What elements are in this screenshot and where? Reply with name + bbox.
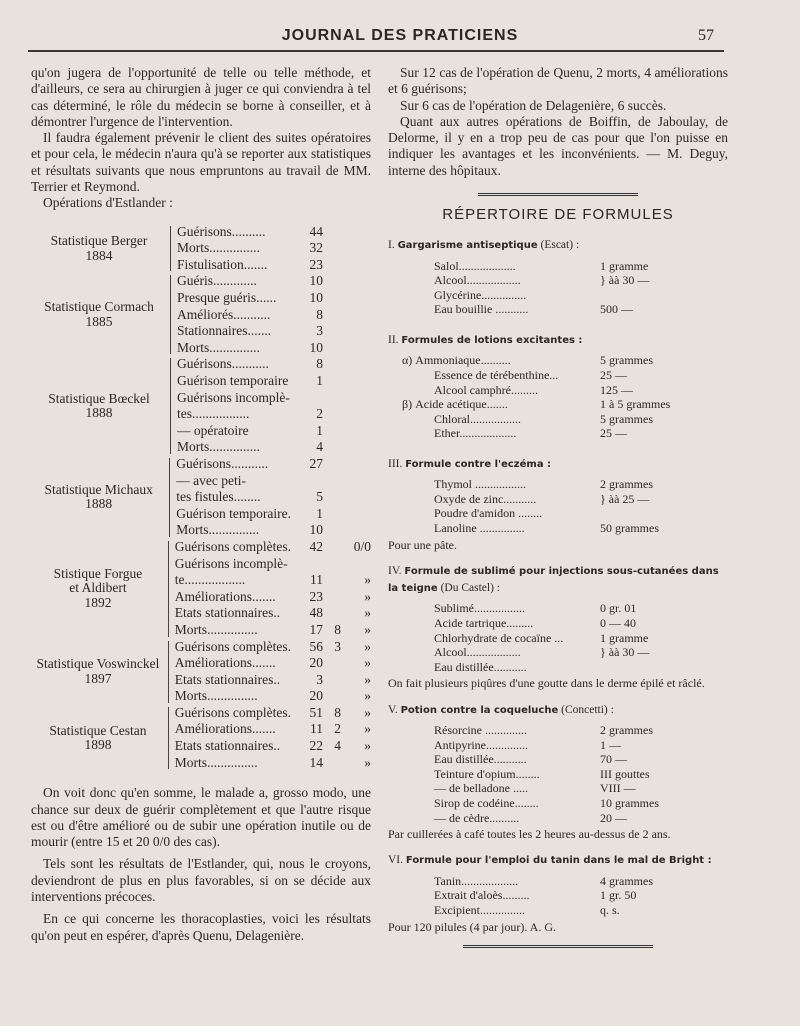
stat-value: 4 bbox=[316, 439, 323, 455]
quantity: 5 grammes bbox=[600, 353, 653, 368]
ingredient: Ether................... bbox=[434, 426, 517, 441]
stat-row bbox=[175, 738, 371, 755]
stat-source bbox=[31, 657, 163, 686]
stat-row bbox=[175, 622, 371, 639]
ingredient-row bbox=[388, 426, 728, 441]
stat-label: Morts............... bbox=[176, 522, 260, 538]
ingredient-row bbox=[388, 738, 728, 753]
ingredient-row bbox=[388, 477, 728, 492]
stat-value: 5 bbox=[316, 489, 323, 505]
stat-row bbox=[175, 639, 371, 656]
stat-row bbox=[177, 356, 371, 373]
stat-source bbox=[31, 483, 164, 512]
stat-group bbox=[31, 539, 371, 639]
stat-group bbox=[31, 456, 371, 539]
section-rule bbox=[478, 193, 638, 196]
stat-value-3: » bbox=[364, 704, 371, 720]
ingredient: Oxyde de zinc........... bbox=[434, 491, 537, 506]
stat-group bbox=[31, 639, 371, 705]
stat-label: Guérisons complètes. bbox=[174, 638, 291, 654]
stat-label: Guérison temporaire. bbox=[176, 505, 291, 521]
stat-row bbox=[175, 755, 371, 772]
quantity: 10 grammes bbox=[600, 796, 659, 810]
stat-value: 27 bbox=[309, 455, 323, 471]
stat-value-3: » bbox=[364, 754, 371, 770]
ingredient: Alcool.................. bbox=[434, 273, 521, 288]
formula-name: Formule contre l'eczéma : bbox=[405, 458, 552, 470]
stat-source-line: Statistique Cestan bbox=[49, 722, 147, 738]
paragraph: En ce qui concerne les thoracoplasties, voici les résultats qu'on peut en espérer, d'après Quenu, Delagenière. bbox=[31, 911, 371, 943]
stat-value-2: 2 bbox=[334, 721, 341, 737]
ingredient-row bbox=[388, 888, 728, 903]
stat-source-line: 1898 bbox=[84, 737, 112, 753]
formula-name: Formules de lotions excitantes : bbox=[401, 335, 583, 347]
end-rule bbox=[463, 945, 653, 948]
stat-label: te.................. bbox=[174, 572, 246, 588]
stat-source-line: Statistique Bœckel bbox=[48, 390, 150, 406]
stat-value-3: » bbox=[364, 688, 371, 704]
stat-value: 23 bbox=[309, 256, 323, 272]
stat-source-line: Statistique Cormach bbox=[44, 299, 154, 315]
quantity: 50 grammes bbox=[600, 520, 659, 535]
stat-label: Améliorations....... bbox=[174, 588, 276, 604]
stat-label: Morts............... bbox=[177, 339, 260, 355]
quantity: 4 grammes bbox=[600, 873, 653, 888]
ingredient: Eau distillée........... bbox=[434, 659, 527, 674]
stat-value: 3 bbox=[316, 323, 323, 339]
stat-value: 2 bbox=[316, 406, 323, 422]
ingredient: Alcool camphré......... bbox=[434, 382, 538, 397]
running-header-title: JOURNAL DES PRATICIENS bbox=[281, 27, 519, 44]
stat-row bbox=[177, 273, 371, 290]
ingredient-row bbox=[388, 616, 728, 631]
brace bbox=[163, 541, 175, 637]
stat-label: Morts............... bbox=[177, 240, 260, 256]
section-title: RÉPERTOIRE DE FORMULES bbox=[442, 206, 674, 224]
quantity: 125 — bbox=[600, 382, 633, 397]
stat-value-2: 3 bbox=[334, 638, 341, 654]
brace bbox=[165, 275, 177, 354]
brace bbox=[163, 641, 175, 703]
stat-value: 10 bbox=[309, 290, 323, 306]
paragraph: On voit donc qu'en somme, le malade a, grosso modo, une chance sur deux de guérir complètement et que l'autre risque est ou d'être amélioré ou de subir une opération inutile ou de mourir (entre 15 et 20 0/0 des cas). bbox=[31, 785, 371, 850]
stat-source-line: 1888 bbox=[85, 496, 113, 512]
ingredient-row bbox=[388, 811, 728, 826]
quantity: 0 gr. 01 bbox=[600, 601, 637, 616]
ingredient-row bbox=[388, 521, 728, 536]
stat-source bbox=[31, 724, 163, 753]
stat-row bbox=[177, 373, 371, 390]
stat-row bbox=[175, 721, 371, 738]
ingredient-row bbox=[388, 874, 728, 889]
stat-label: Etats stationnaires.. bbox=[174, 671, 281, 687]
ingredient: Glycérine............... bbox=[434, 287, 527, 302]
stat-label: Morts............... bbox=[174, 688, 258, 704]
right-column bbox=[388, 65, 728, 948]
formula-heading bbox=[388, 563, 728, 598]
ingredient: Excipient............... bbox=[434, 902, 525, 917]
formula-number: II. bbox=[388, 334, 399, 347]
stat-row bbox=[177, 224, 371, 241]
stat-value-3: 0/0 bbox=[353, 538, 371, 554]
stat-value: 32 bbox=[309, 240, 323, 256]
stat-value: 20 bbox=[309, 688, 323, 704]
stat-row bbox=[175, 556, 371, 573]
stat-value: 8 bbox=[316, 306, 323, 322]
ingredient-row bbox=[388, 723, 728, 738]
stat-value-3: » bbox=[364, 671, 371, 687]
stat-label: Guérisons complètes. bbox=[174, 538, 291, 554]
stat-row bbox=[177, 390, 371, 407]
formula-heading bbox=[388, 852, 728, 869]
ingredient: Extrait d'aloès......... bbox=[434, 888, 530, 903]
stat-value: 11 bbox=[310, 721, 323, 737]
stat-row bbox=[177, 406, 371, 423]
formula-note: Pour une pâte. bbox=[388, 537, 457, 552]
stat-value: 56 bbox=[309, 638, 323, 654]
stat-label: Guérisons.......... bbox=[177, 223, 266, 239]
stat-value: 8 bbox=[316, 356, 323, 372]
ingredient: Tanin................... bbox=[434, 873, 519, 888]
stat-source bbox=[31, 392, 165, 421]
brace bbox=[165, 226, 177, 272]
quantity: 2 grammes bbox=[600, 477, 653, 492]
stat-row bbox=[177, 257, 371, 274]
stat-row bbox=[177, 323, 371, 340]
stat-row bbox=[176, 522, 371, 539]
stat-row bbox=[175, 572, 371, 589]
stat-row bbox=[176, 456, 371, 473]
ingredient-row bbox=[388, 412, 728, 427]
ingredient: Sublimé................. bbox=[434, 601, 526, 616]
stat-value: 10 bbox=[309, 522, 323, 538]
stat-label: Guérisons........... bbox=[177, 356, 269, 372]
stat-row bbox=[177, 340, 371, 357]
ingredient: β) Acide acétique....... bbox=[402, 397, 508, 412]
stat-value-3: » bbox=[364, 588, 371, 604]
ingredient-row bbox=[388, 273, 728, 288]
ingredient: Salol................... bbox=[434, 258, 516, 273]
stat-row bbox=[175, 705, 371, 722]
stat-group bbox=[31, 356, 371, 456]
ingredient: Antipyrine.............. bbox=[434, 737, 528, 752]
page-number: 57 bbox=[698, 27, 714, 44]
stat-label: — avec peti- bbox=[176, 472, 246, 488]
stat-row bbox=[175, 655, 371, 672]
brace bbox=[165, 358, 177, 454]
formula-number: V. bbox=[388, 703, 398, 716]
formula-note bbox=[388, 318, 728, 322]
quantity bbox=[574, 660, 728, 675]
stat-value: 14 bbox=[309, 754, 323, 770]
ingredient-row bbox=[388, 601, 728, 616]
stat-value: 10 bbox=[309, 273, 323, 289]
stat-label: Guérison temporaire bbox=[177, 373, 289, 389]
ingredient: Thymol ................. bbox=[434, 477, 526, 492]
stat-value: 44 bbox=[309, 223, 323, 239]
paragraph: Tels sont les résultats de l'Estlander, qui, nous le croyons, deviendront de plus en plus favorables, si on se décide aux interventions précoces. bbox=[31, 856, 371, 905]
stat-source-line: 1897 bbox=[84, 670, 112, 686]
formula-name: Formule de sublimé pour injections sous-cutanées dans la teigne bbox=[388, 565, 719, 595]
stat-row bbox=[176, 489, 371, 506]
stat-value-2: 8 bbox=[334, 704, 341, 720]
stat-value: 22 bbox=[309, 738, 323, 754]
quantity: } àà 30 — bbox=[600, 645, 650, 660]
quantity: 20 — bbox=[600, 810, 627, 825]
stat-source-line: 1892 bbox=[84, 594, 112, 610]
stat-label: Etats stationnaires.. bbox=[174, 738, 281, 754]
stat-value: 17 bbox=[309, 621, 323, 637]
ingredient: Chlorhydrate de cocaïne ... bbox=[434, 630, 564, 645]
ingredient-row bbox=[388, 645, 728, 660]
stat-source-line: Statistique Michaux bbox=[44, 481, 153, 497]
header-rule bbox=[28, 50, 724, 52]
ingredient-row bbox=[388, 752, 728, 767]
quantity: III gouttes bbox=[600, 766, 650, 781]
ingredient-row bbox=[388, 259, 728, 274]
ingredient: Essence de térébenthine... bbox=[434, 367, 559, 382]
quantity: 25 — bbox=[600, 367, 627, 382]
stat-source-line: 1884 bbox=[85, 247, 113, 263]
stat-row bbox=[176, 506, 371, 523]
ingredient: Lanoline ............... bbox=[434, 520, 525, 535]
ingredient: Eau bouillie ........... bbox=[434, 302, 529, 317]
formula-heading bbox=[388, 702, 728, 719]
brace bbox=[164, 458, 176, 537]
stat-group bbox=[31, 273, 371, 356]
stat-source bbox=[31, 300, 165, 329]
stat-value-3: » bbox=[364, 638, 371, 654]
stat-value: 1 bbox=[316, 373, 323, 389]
formula-number: III. bbox=[388, 457, 403, 470]
stat-label: Guérisons incomplè- bbox=[177, 389, 290, 405]
stat-value: 1 bbox=[316, 422, 323, 438]
quantity: 500 — bbox=[600, 302, 633, 317]
stat-row bbox=[175, 672, 371, 689]
stat-row bbox=[175, 589, 371, 606]
stat-label: Améliorations....... bbox=[174, 655, 276, 671]
left-column bbox=[31, 65, 371, 944]
ingredient-row bbox=[388, 383, 728, 398]
stat-label: Améliorés........... bbox=[177, 306, 271, 322]
stat-source bbox=[31, 234, 165, 263]
quantity: q. s. bbox=[600, 902, 620, 917]
stat-value-3: » bbox=[364, 572, 371, 588]
quantity: 1 — bbox=[600, 737, 621, 752]
stat-value-3: » bbox=[364, 621, 371, 637]
formulas-list bbox=[388, 237, 728, 934]
stat-label: Presque guéris...... bbox=[177, 290, 277, 306]
stat-row bbox=[175, 605, 371, 622]
formula-note: On fait plusieurs piqûres d'une goutte dans le derme épilé et râclé. bbox=[388, 676, 705, 691]
quantity: } àà 25 — bbox=[600, 491, 650, 506]
ingredient: Résorcine .............. bbox=[434, 723, 527, 738]
ingredient-row bbox=[388, 781, 728, 796]
quantity: 70 — bbox=[600, 752, 627, 767]
formula-number: I. bbox=[388, 239, 395, 252]
paragraph: Quant aux autres opérations de Boiffin, de Jaboulay, de Delorme, il y en a trop peu de cas pour que l'on puisse en indiquer les avantages et les inconvénients. — M. Deguy, interne des hôpitaux. bbox=[388, 113, 728, 178]
ingredient: Alcool.................. bbox=[434, 645, 521, 660]
formula-heading bbox=[388, 332, 728, 349]
formula-name: Potion contre la coqueluche bbox=[400, 704, 559, 716]
stat-value-2: 8 bbox=[334, 621, 341, 637]
quantity: 1 à 5 grammes bbox=[600, 397, 671, 412]
stat-group bbox=[31, 224, 371, 274]
stat-row bbox=[177, 290, 371, 307]
ingredient-row bbox=[388, 903, 728, 918]
quantity: 25 — bbox=[600, 426, 627, 441]
paragraph: qu'on jugera de l'opportunité de telle ou telle méthode, et d'ailleurs, ce sera au chirurgien à juger ce qui conviendra à tel cas déterminé, le rôle du médecin se borne à conseiller, et à démontrer l'urgence de l'intervention. bbox=[31, 65, 371, 129]
stat-row bbox=[177, 439, 371, 456]
ingredient: Sirop de codéine........ bbox=[434, 796, 539, 810]
ingredient-row bbox=[388, 796, 728, 811]
stat-value-3: » bbox=[364, 655, 371, 671]
ingredient-row bbox=[388, 368, 728, 383]
quantity: 0 — 40 bbox=[600, 616, 636, 631]
formula-heading bbox=[388, 237, 728, 254]
stat-label: Fistulisation....... bbox=[177, 256, 268, 272]
stat-source bbox=[31, 567, 163, 611]
stat-row bbox=[177, 423, 371, 440]
stat-value: 23 bbox=[309, 588, 323, 604]
stat-source-line: Stistique Forgue bbox=[53, 565, 143, 581]
formula-author: (Du Castel) : bbox=[440, 582, 500, 595]
ingredient-row bbox=[388, 397, 728, 412]
paragraph: Sur 6 cas de l'opération de Delagenière, 6 succès. bbox=[400, 97, 667, 113]
quantity: VIII — bbox=[600, 781, 636, 796]
quantity bbox=[574, 506, 728, 521]
quantity: 1 gramme bbox=[600, 630, 649, 645]
stat-source-line: 1888 bbox=[85, 405, 113, 421]
ingredient: α) Ammoniaque.......... bbox=[402, 353, 511, 368]
ingredient: Teinture d'opium........ bbox=[434, 766, 540, 781]
formula-note: Pour 120 pilules (4 par jour). A. G. bbox=[388, 919, 556, 934]
stat-row bbox=[175, 688, 371, 705]
stat-label: Stationnaires....... bbox=[177, 323, 272, 339]
paragraph: Opérations d'Estlander : bbox=[43, 195, 173, 211]
stat-row bbox=[177, 240, 371, 257]
brace bbox=[163, 707, 175, 769]
statistics-table bbox=[31, 224, 371, 772]
quantity: 5 grammes bbox=[600, 411, 653, 426]
ingredient-row bbox=[388, 631, 728, 646]
formula-name: Gargarisme antiseptique bbox=[397, 240, 538, 252]
stat-source-line: Statistique Voswinckel bbox=[36, 656, 160, 672]
stat-value: 20 bbox=[309, 655, 323, 671]
stat-value: 1 bbox=[316, 505, 323, 521]
stat-row bbox=[177, 307, 371, 324]
ingredient-row bbox=[388, 492, 728, 507]
paragraph: Sur 12 cas de l'opération de Quenu, 2 morts, 4 améliorations et 6 guérisons; bbox=[388, 65, 728, 97]
ingredient-row bbox=[388, 506, 728, 521]
stat-label: Améliorations....... bbox=[174, 721, 276, 737]
stat-value: 11 bbox=[310, 572, 323, 588]
stat-group bbox=[31, 705, 371, 771]
stat-label: tes fistules........ bbox=[176, 489, 261, 505]
ingredient-row bbox=[388, 660, 728, 675]
stat-source-line: Statistique Berger bbox=[50, 233, 148, 249]
formula-note: Par cuillerées à café toutes les 2 heures au-dessus de 2 ans. bbox=[388, 827, 671, 842]
stat-label: Etats stationnaires.. bbox=[174, 605, 281, 621]
formula-number: IV. bbox=[388, 564, 402, 577]
formula-number: VI. bbox=[388, 854, 404, 867]
stat-label: Morts............... bbox=[174, 754, 258, 770]
formula-author: (Escat) : bbox=[540, 239, 580, 252]
paragraph: Il faudra également prévenir le client des suites opératoires et pour cela, le médecin n'aura qu'à se reporter aux statistiques et résultats suivants que nous empruntons au travail de MM. Terrier et Reymond. bbox=[31, 130, 371, 195]
formula-name: Formule pour l'emploi du tanin dans le mal de Bright : bbox=[405, 855, 712, 867]
formula-heading bbox=[388, 456, 728, 473]
quantity bbox=[574, 288, 728, 303]
stat-label: Guérisons........... bbox=[176, 455, 269, 471]
stat-value-2: 4 bbox=[334, 738, 341, 754]
quantity: 1 gramme bbox=[600, 258, 649, 273]
formula-note bbox=[388, 442, 728, 446]
quantity: } àà 30 — bbox=[600, 273, 650, 288]
stat-value-3: » bbox=[364, 738, 371, 754]
stat-value-3: » bbox=[364, 721, 371, 737]
stat-label: Guérisons complètes. bbox=[174, 704, 291, 720]
ingredient: Eau distillée........... bbox=[434, 752, 527, 767]
ingredient-row bbox=[388, 767, 728, 782]
stat-label: tes................. bbox=[177, 406, 250, 422]
stat-value: 42 bbox=[309, 538, 323, 554]
stat-value: 10 bbox=[309, 339, 323, 355]
stat-label: — opératoire bbox=[177, 422, 249, 438]
ingredient: Chloral................. bbox=[434, 411, 521, 426]
stat-value: 51 bbox=[309, 704, 323, 720]
stat-row bbox=[175, 539, 371, 556]
ingredient-row bbox=[388, 353, 728, 368]
quantity: 2 grammes bbox=[600, 723, 653, 738]
ingredient: — de belladone ..... bbox=[434, 781, 528, 796]
stat-value: 3 bbox=[316, 671, 323, 687]
stat-value-3: » bbox=[364, 605, 371, 621]
ingredient: — de cèdre.......... bbox=[434, 810, 520, 825]
ingredient-row bbox=[388, 302, 728, 317]
ingredient: Acide tartrique......... bbox=[434, 616, 534, 631]
stat-value: 48 bbox=[309, 605, 323, 621]
stat-label: Morts............... bbox=[177, 439, 260, 455]
stat-row bbox=[176, 473, 371, 490]
quantity: 1 gr. 50 bbox=[600, 888, 637, 903]
formula-author: (Concetti) : bbox=[561, 703, 614, 716]
ingredient: Poudre d'amidon ........ bbox=[434, 506, 543, 521]
stat-label: Morts............... bbox=[174, 621, 258, 637]
stat-label: Guérisons incomplè- bbox=[174, 555, 288, 571]
stat-source-line: et Aldibert bbox=[69, 580, 127, 596]
stat-label: Guéris............. bbox=[177, 273, 257, 289]
ingredient-row bbox=[388, 288, 728, 303]
stat-source-line: 1885 bbox=[85, 313, 113, 329]
